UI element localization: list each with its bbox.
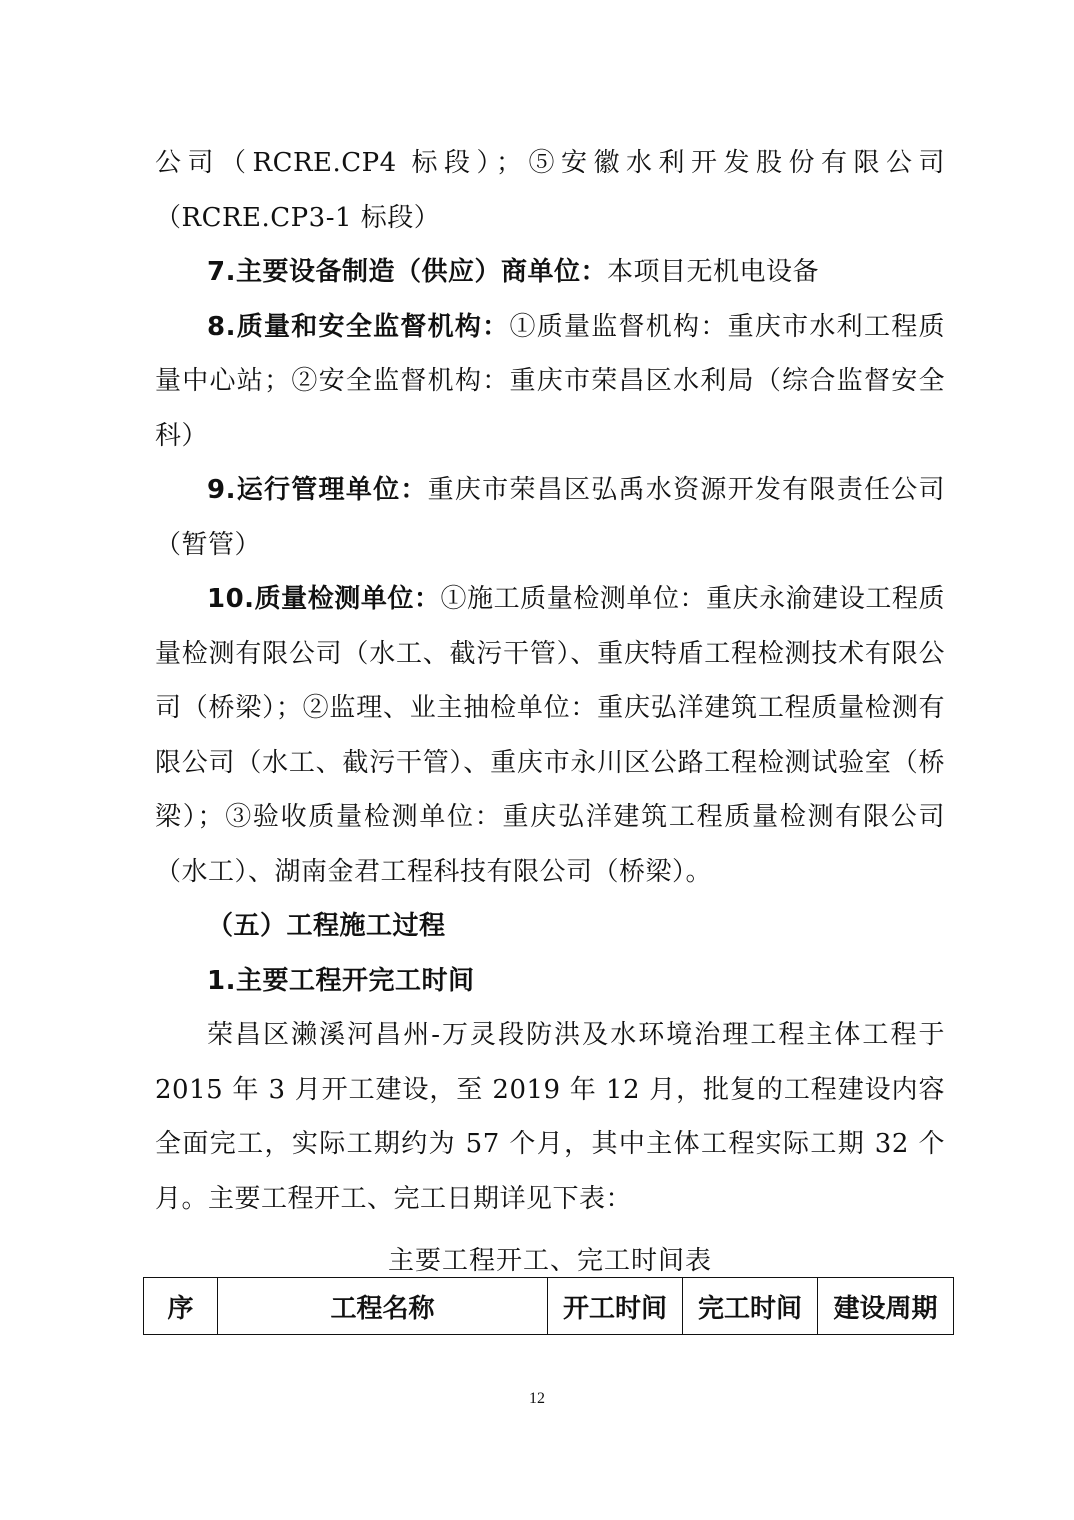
paragraph-lead: 9.运行管理单位： xyxy=(207,475,428,505)
page-body xyxy=(155,136,945,1288)
paragraph-testing-unit xyxy=(155,572,945,899)
page-number: 12 xyxy=(529,1390,545,1407)
subsection-heading: 1.主要工程开完工时间 xyxy=(207,965,475,996)
header-cell-start-date: 开工时间 xyxy=(548,1278,683,1335)
paragraph-text: ①施工质量检测单位：重庆永渝建设工程质量检测有限公司（水工、截污干管）、重庆特盾工程检测技术有限公司（桥梁）；②监理、业主抽检单位：重庆弘洋建筑工程质量检测有限公司（水工、截污干管）、重庆市永川区公路工程检测试验室（桥梁）；③验收质量检测单位：重庆弘洋建筑工程质量检测有限公司（水工）、湖南金君工程科技有限公司（桥梁）。 xyxy=(155,584,945,887)
paragraph-lead: 10.质量检测单位： xyxy=(207,584,441,614)
section-heading: （五）工程施工过程 xyxy=(207,911,446,941)
paragraph-text: ①质量监督机构：重庆市水利工程质量中心站；②安全监督机构：重庆市荣昌区水利局（综合监督安全科） xyxy=(155,311,945,451)
paragraph-schedule-summary: 荣昌区濑溪河昌州-万灵段防洪及水环境治理工程主体工程于 2015 年 3 月开工建设，至 2019 年 12 月，批复的工程建设内容全面完工，实际工期约为 57 个月，其中主体工程实际工期 32 个月。主要工程开工、完工日期详见下表： xyxy=(155,1020,945,1214)
paragraph-text: 本项目无机电设备 xyxy=(606,257,819,287)
table-caption: 主要工程开工、完工时间表 xyxy=(387,1246,712,1276)
paragraph-continuation xyxy=(155,136,945,245)
paragraph-text: 重庆市荣昌区弘禹水资源开发有限责任公司（暂管） xyxy=(155,475,945,560)
paragraph-lead: 7.主要设备制造（供应）商单位： xyxy=(207,257,607,287)
header-cell-duration: 建设周期 xyxy=(818,1278,954,1335)
header-cell-project-name: 工程名称 xyxy=(218,1278,548,1335)
paragraph-text: 公司（RCRE.CP4 标段）；⑤安徽水利开发股份有限公司（RCRE.CP3-1 标段） xyxy=(155,148,945,233)
paragraph-supervision-agency xyxy=(155,300,945,464)
header-cell-end-date: 完工时间 xyxy=(683,1278,818,1335)
paragraph-lead: 8.质量和安全监督机构： xyxy=(207,311,510,342)
schedule-table xyxy=(143,1277,954,1335)
header-cell-index: 序 xyxy=(144,1278,218,1335)
paragraph-operation-unit xyxy=(155,463,945,572)
paragraph-equipment-supplier xyxy=(155,245,945,300)
table-header-row xyxy=(144,1278,954,1335)
